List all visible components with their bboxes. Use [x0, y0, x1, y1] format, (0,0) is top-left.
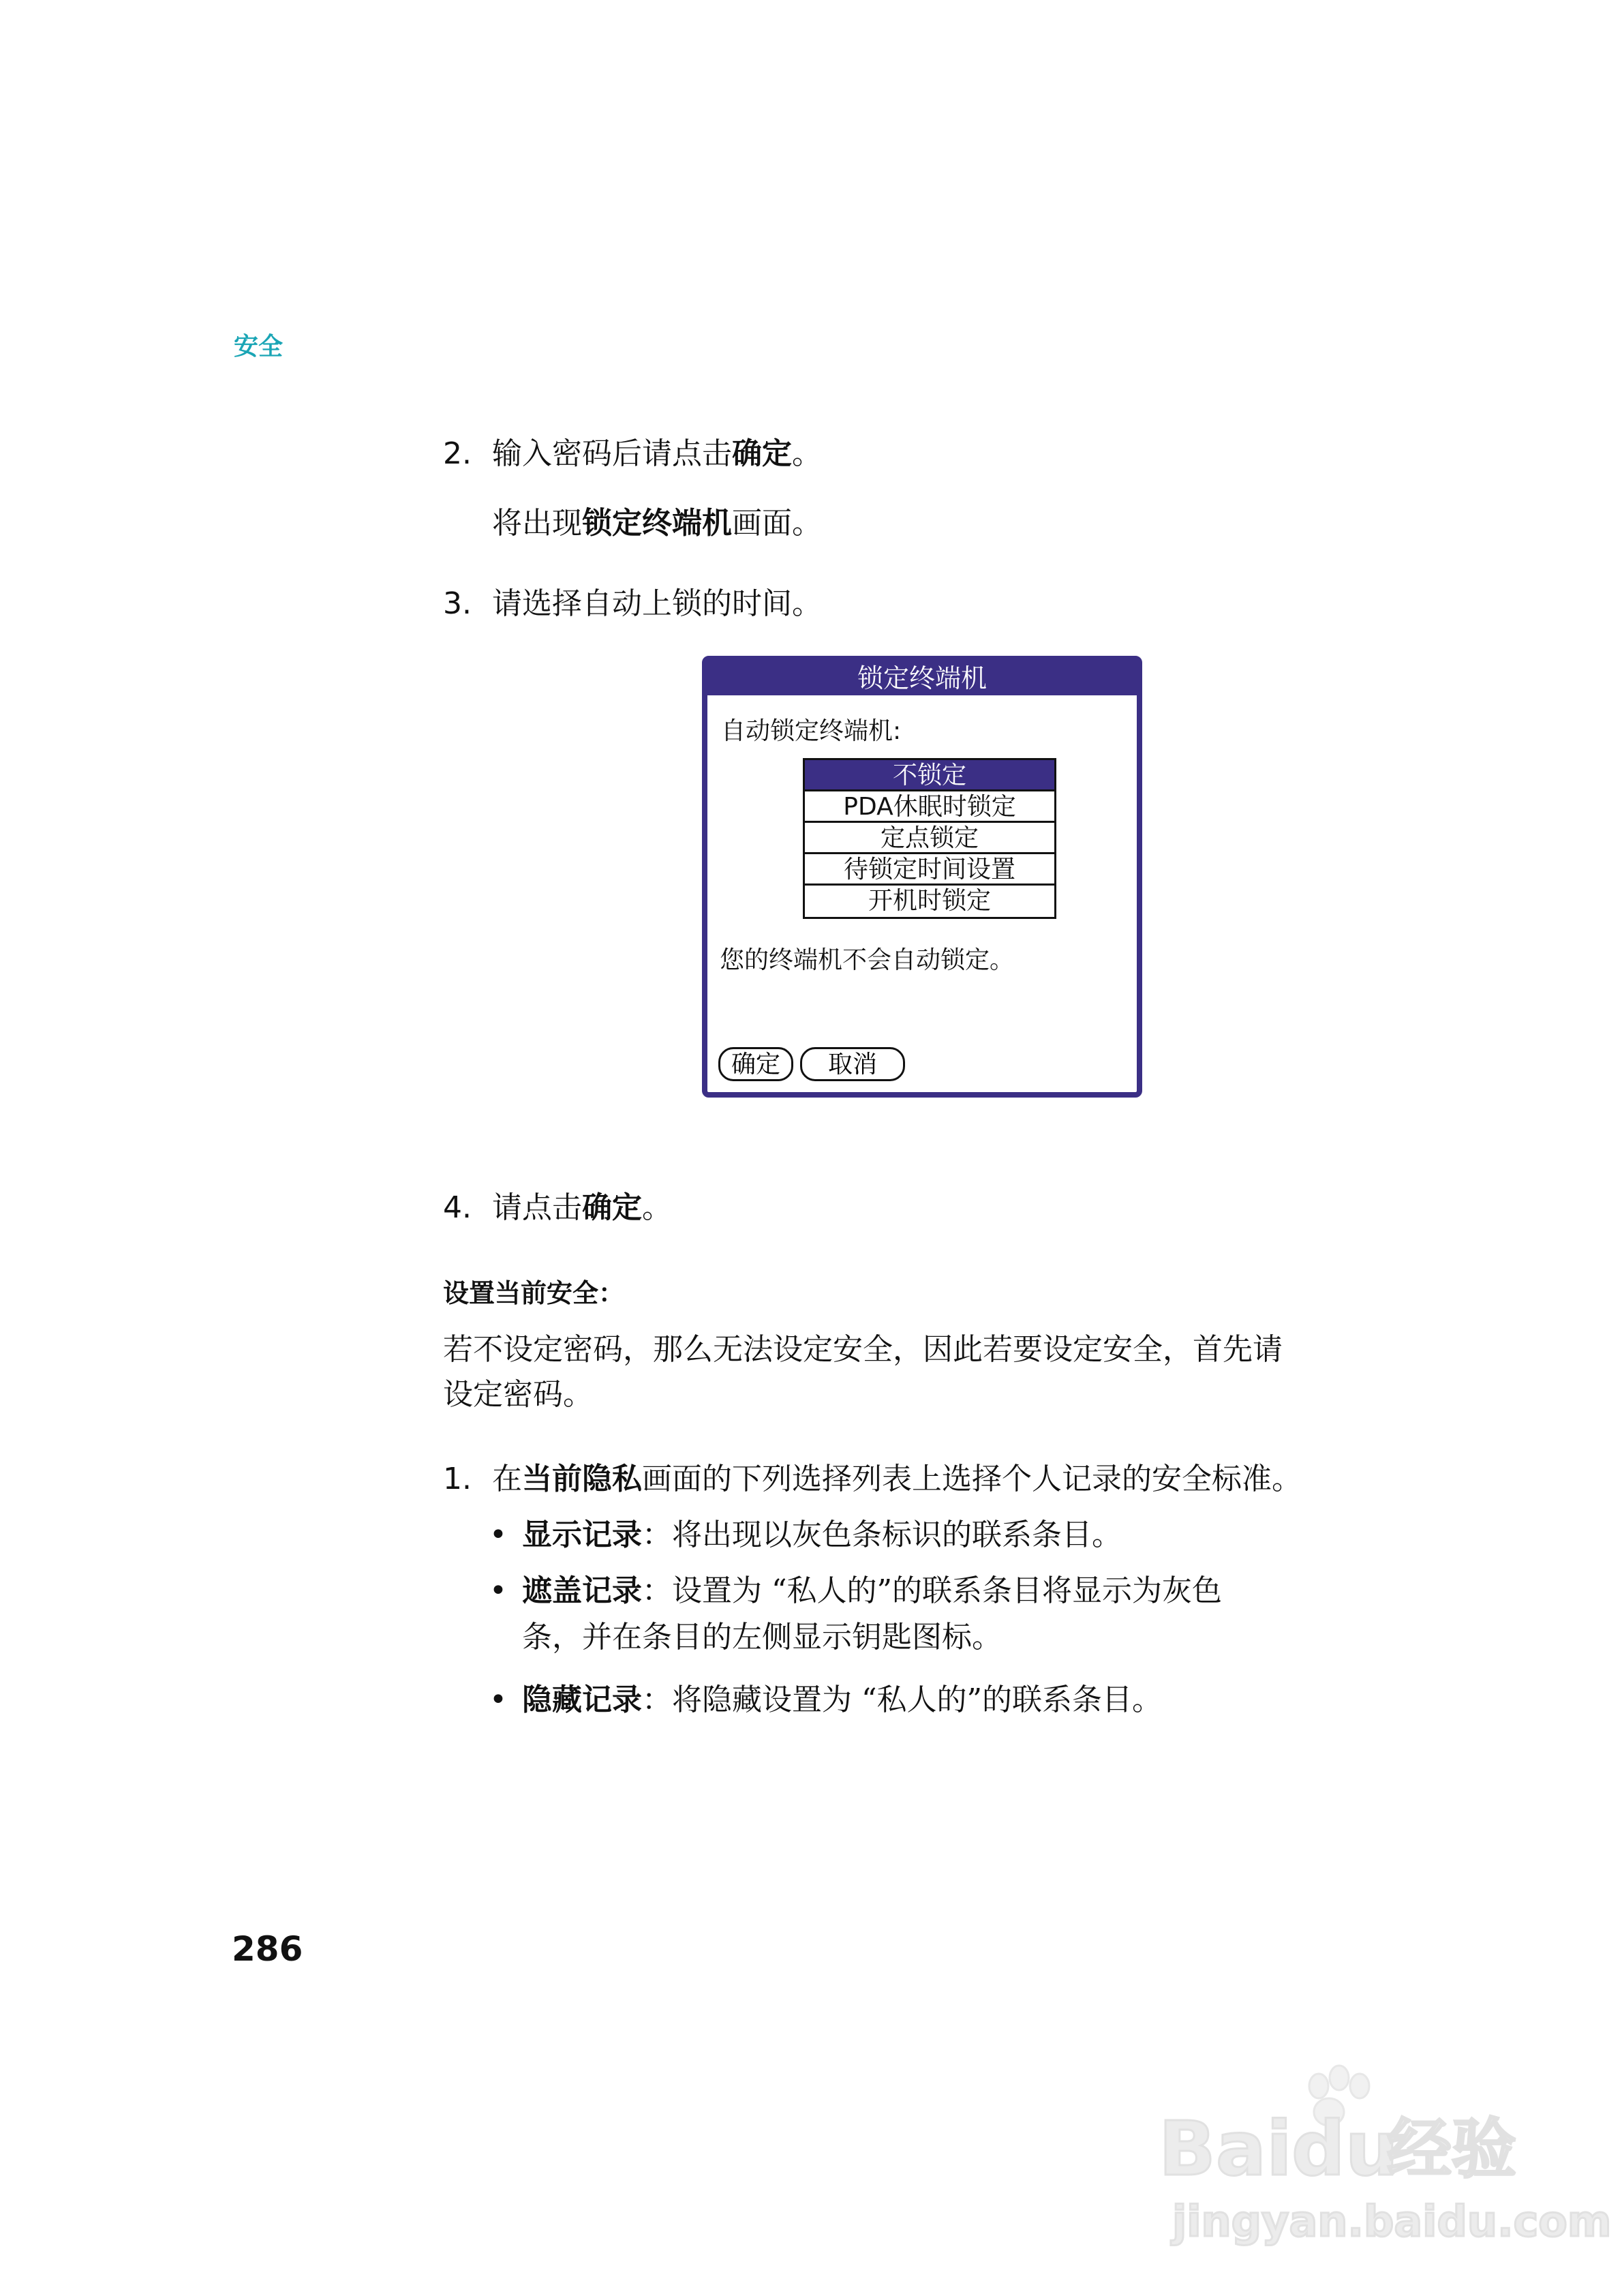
bullet-bold: 隐藏记录 — [522, 1682, 642, 1717]
bullet-text: ：将出现以灰色条标识的联系条目。 — [642, 1517, 1122, 1552]
bullet-text: ：设置为 “私人的”的联系条目将显示为灰色 — [642, 1573, 1222, 1608]
lock-option-list — [803, 758, 1056, 919]
bullet-text: ：将隐藏设置为 “私人的”的联系条目。 — [642, 1682, 1162, 1717]
step-text: 输入密码后请点击 — [492, 436, 732, 471]
step-number: 1. — [443, 1462, 472, 1496]
step-number: 4. — [443, 1190, 472, 1225]
step-4 — [443, 1188, 672, 1228]
cancel-button[interactable]: 取消 — [800, 1047, 905, 1081]
security-paragraph-line-1: 若不设定密码，那么无法设定安全，因此若要设定安全，首先请 — [443, 1332, 1283, 1367]
bullet-dot-icon: • — [489, 1682, 507, 1717]
auto-lock-label: 自动锁定终端机: — [721, 717, 902, 745]
step-text-end: 。 — [792, 436, 822, 471]
step-3 — [443, 584, 822, 624]
section-header: 安全 — [234, 333, 284, 361]
bullet-item — [489, 1680, 1162, 1721]
lock-option[interactable]: 待锁定时间设置 — [805, 854, 1054, 886]
page-number: 286 — [232, 1929, 303, 1969]
lock-status-text: 您的终端机不会自动锁定。 — [720, 946, 1015, 974]
step-text: 请选择自动上锁的时间。 — [492, 586, 822, 621]
bullet-bold: 遮盖记录 — [522, 1573, 642, 1608]
step-text-end: 画面的下列选择列表上选择个人记录的安全标准。 — [642, 1462, 1302, 1496]
section-subheading: 设置当前安全： — [443, 1278, 625, 1308]
result-text: 将出现 — [492, 506, 582, 541]
lock-device-dialog — [702, 656, 1142, 1098]
ok-button[interactable]: 确定 — [718, 1047, 793, 1081]
step-text-end: 。 — [642, 1190, 672, 1225]
watermark-brand-2: du — [1291, 2105, 1399, 2192]
bullet-continuation: 条，并在条目的左侧显示钥匙图标。 — [522, 1620, 1002, 1655]
lock-option[interactable]: 开机时锁定 — [868, 887, 991, 915]
bullet-item — [489, 1515, 1122, 1556]
step-text: 请点击 — [492, 1190, 582, 1225]
bullet-bold: 显示记录 — [522, 1517, 642, 1552]
security-paragraph-line-2: 设定密码。 — [443, 1377, 593, 1412]
step-2-result — [492, 503, 822, 544]
result-bold: 锁定终端机 — [582, 506, 732, 541]
step-number: 2. — [443, 436, 472, 471]
step-bold: 确定 — [732, 436, 792, 471]
step-bold: 当前隐私 — [522, 1462, 642, 1496]
bullet-dot-icon: • — [489, 1573, 507, 1608]
watermark-url: jingyan.baidu.com — [1172, 2196, 1612, 2246]
bullet-item — [489, 1571, 1222, 1612]
watermark-brand: Bai — [1159, 2105, 1292, 2192]
result-text-end: 画面。 — [732, 506, 822, 541]
baidu-watermark — [1152, 2059, 1612, 2263]
step-2 — [443, 434, 822, 474]
watermark-label: 经验 — [1387, 2112, 1517, 2187]
lock-option[interactable]: 定点锁定 — [805, 823, 1054, 854]
step-text: 在 — [492, 1462, 522, 1496]
bullet-dot-icon: • — [489, 1517, 507, 1552]
step-bold: 确定 — [582, 1190, 642, 1225]
step-1 — [443, 1459, 1302, 1500]
lock-option[interactable]: 不锁定 — [805, 760, 1054, 791]
lock-option[interactable]: PDA休眠时锁定 — [805, 791, 1054, 823]
dialog-title: 锁定终端机 — [707, 661, 1137, 695]
step-number: 3. — [443, 586, 472, 621]
